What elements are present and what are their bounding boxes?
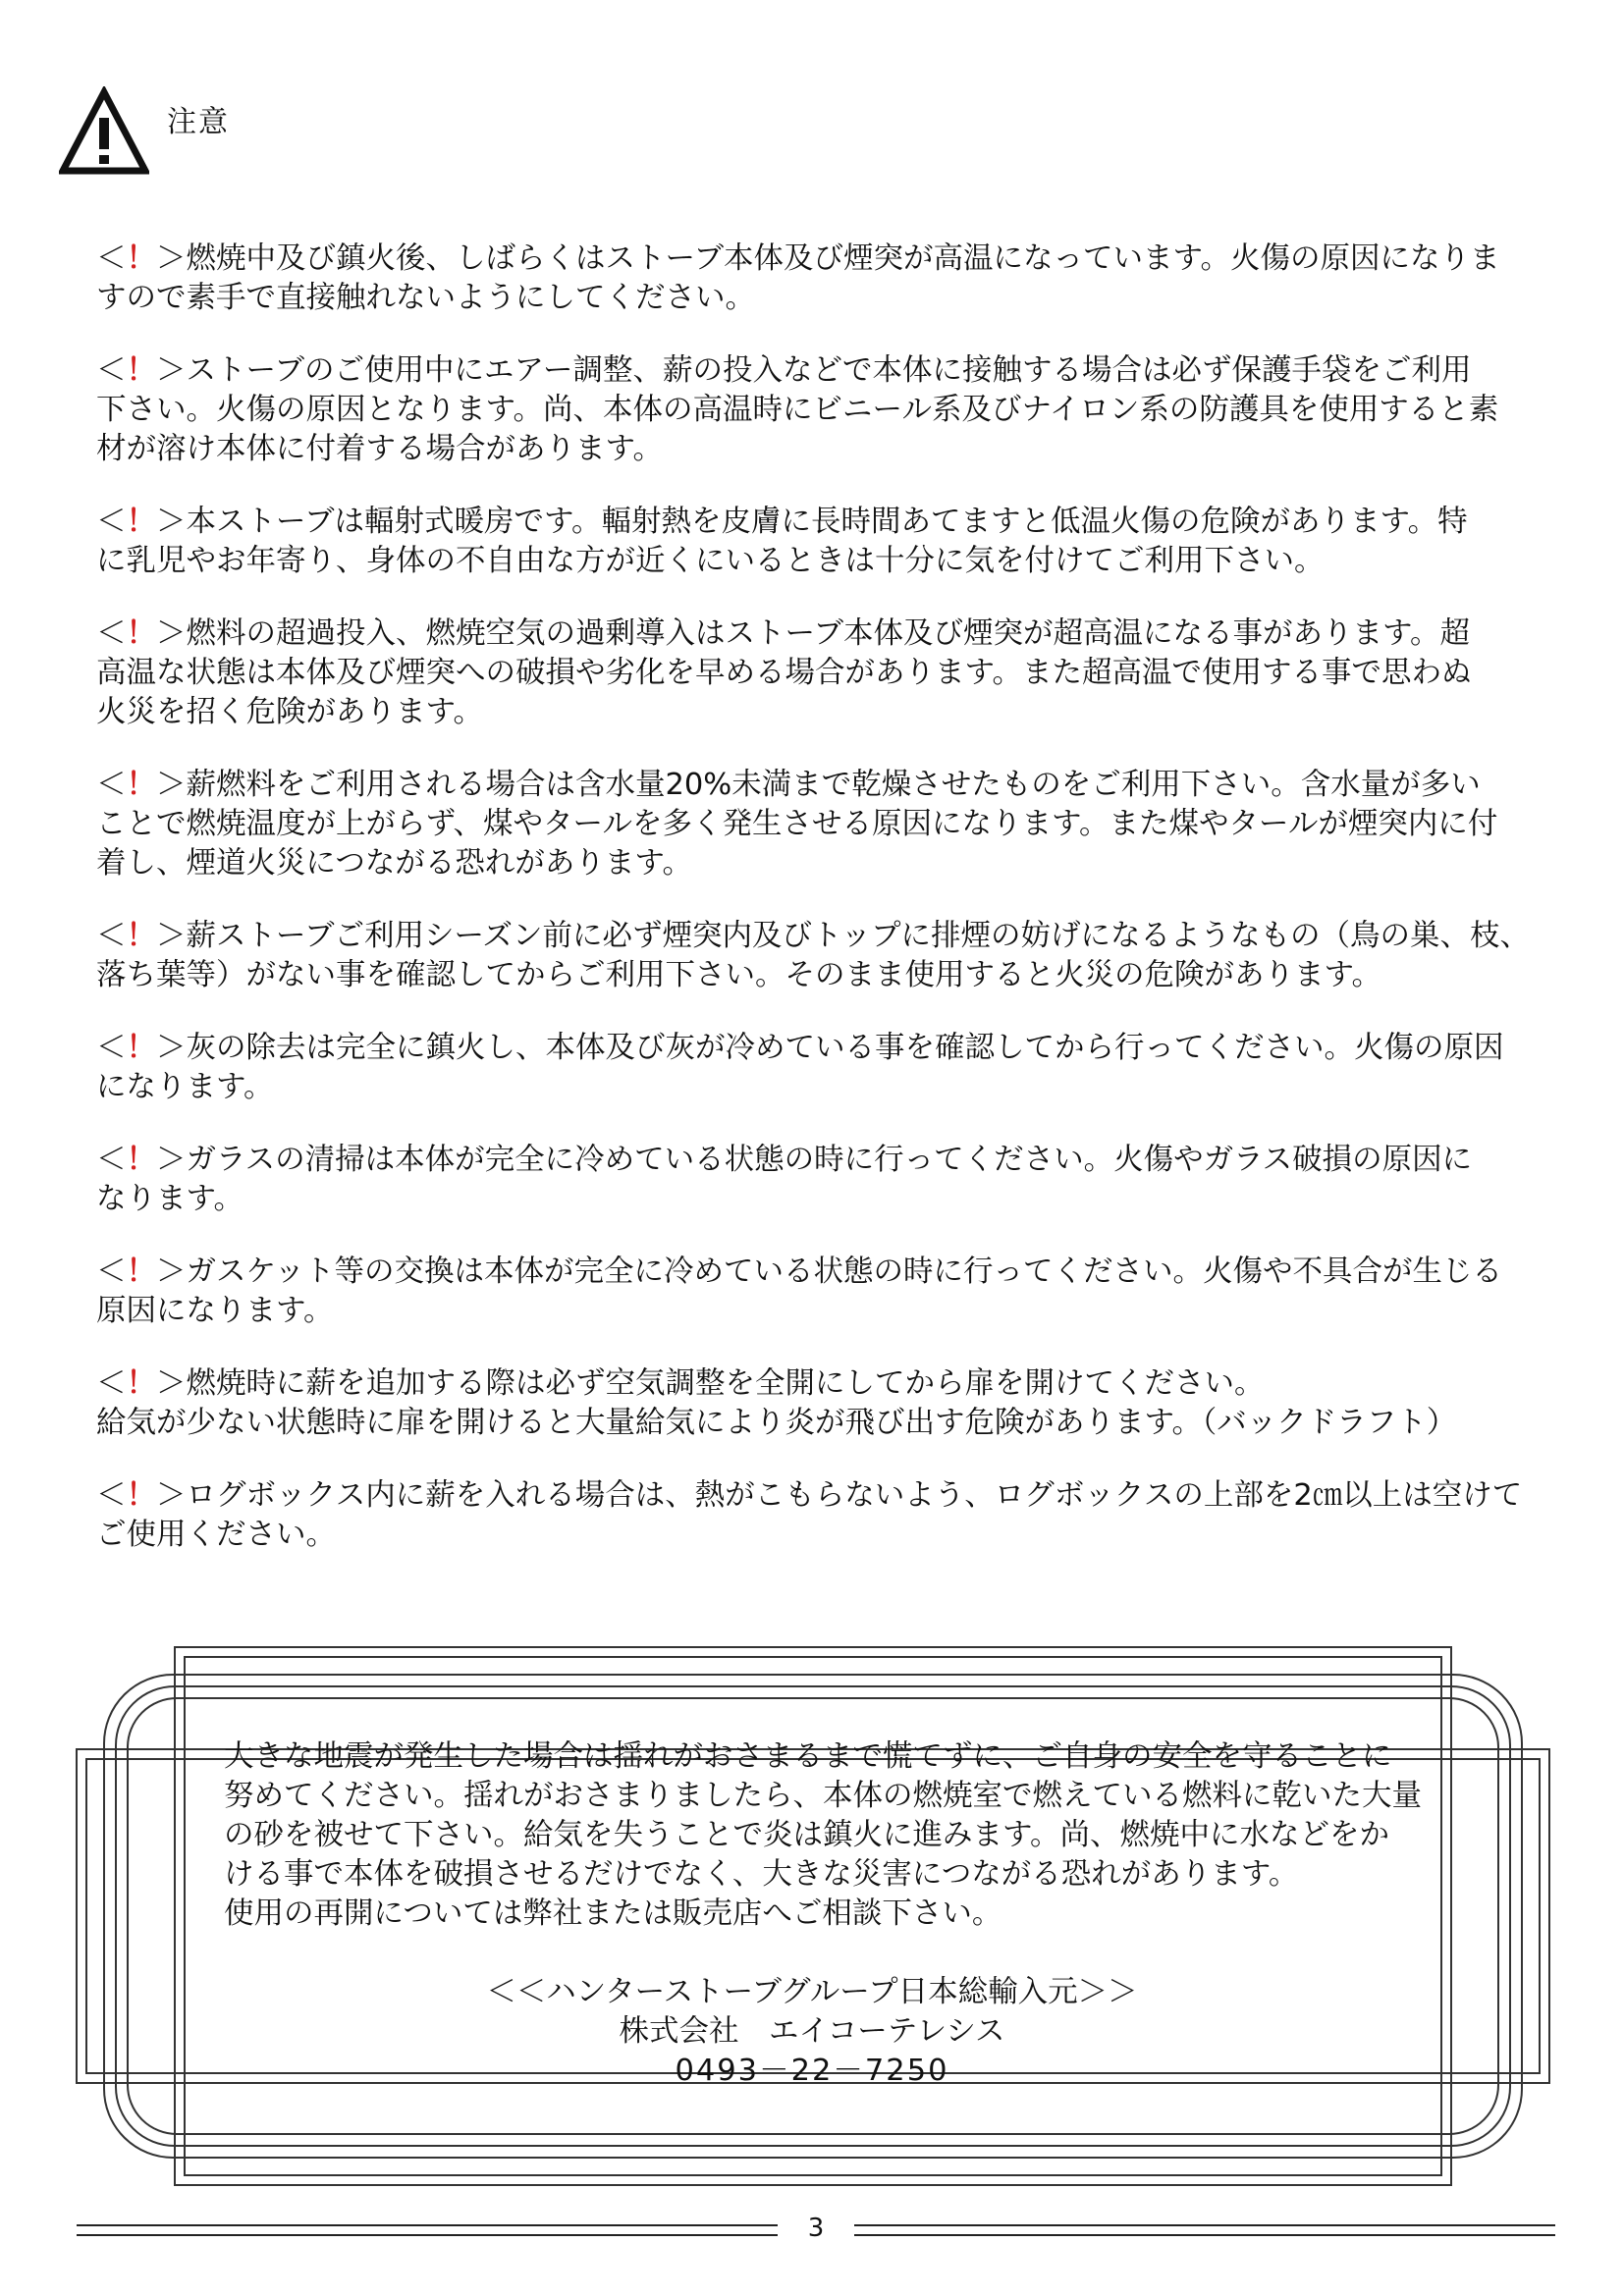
exclamation-mark: ！: [126, 1031, 156, 1065]
page-number: 3: [807, 2214, 825, 2243]
exclamation-mark: ！: [126, 1366, 156, 1401]
exclamation-mark: ！: [126, 1478, 156, 1513]
caution-item: ＜！＞ログボックス内に薪を入れる場合は、熱がこもらないよう、ログボックスの上部を2㎝以上は空けて ご使用ください。: [96, 1478, 1523, 1552]
exclamation-mark: ！: [126, 505, 156, 539]
caution-text: 本ストーブは輻射式暖房です。輻射熱を皮膚に長時間あてますと低温火傷の危険があります。特 に乳児やお年寄り、身体の不自由な方が近くにいるときは十分に気を付けてご利用下さい。: [96, 505, 1468, 578]
caution-item: ＜！＞ガスケット等の交換は本体が完全に冷めている状態の時に行ってください。火傷や不具合が生じる 原因になります。: [96, 1255, 1502, 1328]
caution-text: ガスケット等の交換は本体が完全に冷めている状態の時に行ってください。火傷や不具合が生じる 原因になります。: [96, 1255, 1502, 1328]
page-footer: [77, 2211, 1555, 2250]
footer-rule-left: [77, 2224, 778, 2236]
exclamation-mark: ！: [126, 919, 156, 953]
caution-item: ＜！＞灰の除去は完全に鎮火し、本体及び灰が冷めている事を確認してから行ってください。火傷の原因 になります。: [96, 1031, 1504, 1104]
warning-triangle-icon: [59, 86, 149, 177]
caution-text: 燃焼中及び鎮火後、しばらくはストーブ本体及び煙突が高温になっています。火傷の原因になりま すので素手で直接触れないようにしてください。: [96, 241, 1500, 315]
caution-item: ＜！＞薪ストーブご利用シーズン前に必ず煙突内及びトップに排煙の妨げになるようなもの（鳥の巣、枝、 落ち葉等）がない事を確認してからご利用下さい。そのまま使用すると火災の危険があります。: [96, 919, 1531, 992]
caution-item: ＜！＞燃焼中及び鎮火後、しばらくはストーブ本体及び煙突が高温になっています。火傷の原因になりま すので素手で直接触れないようにしてください。: [96, 241, 1500, 315]
caution-text: 灰の除去は完全に鎮火し、本体及び灰が冷めている事を確認してから行ってください。火傷の原因 になります。: [96, 1031, 1504, 1104]
company-name: 株式会社 エイコーテレシス: [619, 2014, 1005, 2049]
exclamation-mark: ！: [126, 1255, 156, 1289]
caution-item: ＜！＞燃料の超過投入、燃焼空気の過剰導入はストーブ本体及び煙突が超高温になる事があります。超 高温な状態は本体及び煙突への破損や劣化を早める場合があります。また超高温で使用する事で思わぬ 火災を招く危険があります。: [96, 616, 1472, 729]
caution-item: ＜！＞薪燃料をご利用される場合は含水量20%未満まで乾燥させたものをご利用下さい。含水量が多い ことで燃焼温度が上がらず、煤やタールを多く発生させる原因になります。また煤やタールが煙突内に付 着し、煙道火災につながる恐れがあります。: [96, 768, 1498, 881]
caution-item: ＜！＞本ストーブは輻射式暖房です。輻射熱を皮膚に長時間あてますと低温火傷の危険があります。特 に乳児やお年寄り、身体の不自由な方が近くにいるときは十分に気を付けてご利用下さい。: [96, 505, 1468, 578]
exclamation-mark: ！: [126, 1143, 156, 1177]
caution-text: ガラスの清掃は本体が完全に冷めている状態の時に行ってください。火傷やガラス破損の原因に なります。: [96, 1143, 1473, 1216]
phone-number: 0493－22－7250: [675, 2054, 949, 2088]
caution-text: 燃料の超過投入、燃焼空気の過剰導入はストーブ本体及び煙突が超高温になる事があります。超 高温な状態は本体及び煙突への破損や劣化を早める場合があります。また超高温で使用する事で思わぬ 火災を招く危険があります。: [96, 616, 1472, 729]
caution-text: 薪燃料をご利用される場合は含水量20%未満まで乾燥させたものをご利用下さい。含水量が多い ことで燃焼温度が上がらず、煤やタールを多く発生させる原因になります。また煤やタールが煙突内に付 着し、煙道火災につながる恐れがあります。: [96, 768, 1498, 881]
caution-item: ＜！＞ガラスの清掃は本体が完全に冷めている状態の時に行ってください。火傷やガラス破損の原因に なります。: [96, 1143, 1473, 1216]
caution-text: 薪ストーブご利用シーズン前に必ず煙突内及びトップに排煙の妨げになるようなもの（鳥の巣、枝、 落ち葉等）がない事を確認してからご利用下さい。そのまま使用すると火災の危険があります。: [96, 919, 1531, 992]
earthquake-notice: 大きな地震が発生した場合は揺れがおさまるまで慌てずに、ご自身の安全を守ることに 努めてください。揺れがおさまりましたら、本体の燃焼室で燃えている燃料に乾いた大量 の砂を被せて下さい。給気を失うことで炎は鎮火に進みます。尚、燃焼中に水などをか ける事で本体を破損させるだけでなく、大きな災害につながる恐れがあります。 使用の再開については弊社または販売店へご相談下さい。: [224, 1739, 1422, 1931]
contact-info: [224, 1973, 1400, 2091]
caution-item: ＜！＞ストーブのご使用中にエアー調整、薪の投入などで本体に接触する場合は必ず保護手袋をご利用 下さい。火傷の原因となります。尚、本体の高温時にビニール系及びナイロン系の防護具を使用すると素 材が溶け本体に付着する場合があります。: [96, 353, 1499, 466]
caution-list: [96, 240, 1559, 1588]
caution-header: [59, 84, 230, 179]
exclamation-mark: ！: [126, 353, 156, 388]
exclamation-mark: ！: [126, 616, 156, 651]
caution-title: 注意: [167, 105, 230, 139]
caution-item: ＜！＞燃焼時に薪を追加する際は必ず空気調整を全開にしてから扉を開けてください。 給気が少ない状態時に扉を開けると大量給気により炎が飛び出す危険があります。（バックドラフト）: [96, 1366, 1457, 1440]
exclamation-mark: ！: [126, 768, 156, 802]
caution-text: ストーブのご使用中にエアー調整、薪の投入などで本体に接触する場合は必ず保護手袋をご利用 下さい。火傷の原因となります。尚、本体の高温時にビニール系及びナイロン系の防護具を使用すると素 材が溶け本体に付着する場合があります。: [96, 353, 1499, 466]
exclamation-mark: ！: [126, 241, 156, 276]
importer-group: ＜＜ハンターストーブグループ日本総輸入元＞＞: [486, 1975, 1138, 2009]
caution-text: 燃焼時に薪を追加する際は必ず空気調整を全開にしてから扉を開けてください。 給気が少ない状態時に扉を開けると大量給気により炎が飛び出す危険があります。（バックドラフト）: [96, 1366, 1457, 1440]
footer-rule-right: [854, 2224, 1555, 2236]
caution-text: ログボックス内に薪を入れる場合は、熱がこもらないよう、ログボックスの上部を2㎝以上は空けて ご使用ください。: [96, 1478, 1523, 1552]
